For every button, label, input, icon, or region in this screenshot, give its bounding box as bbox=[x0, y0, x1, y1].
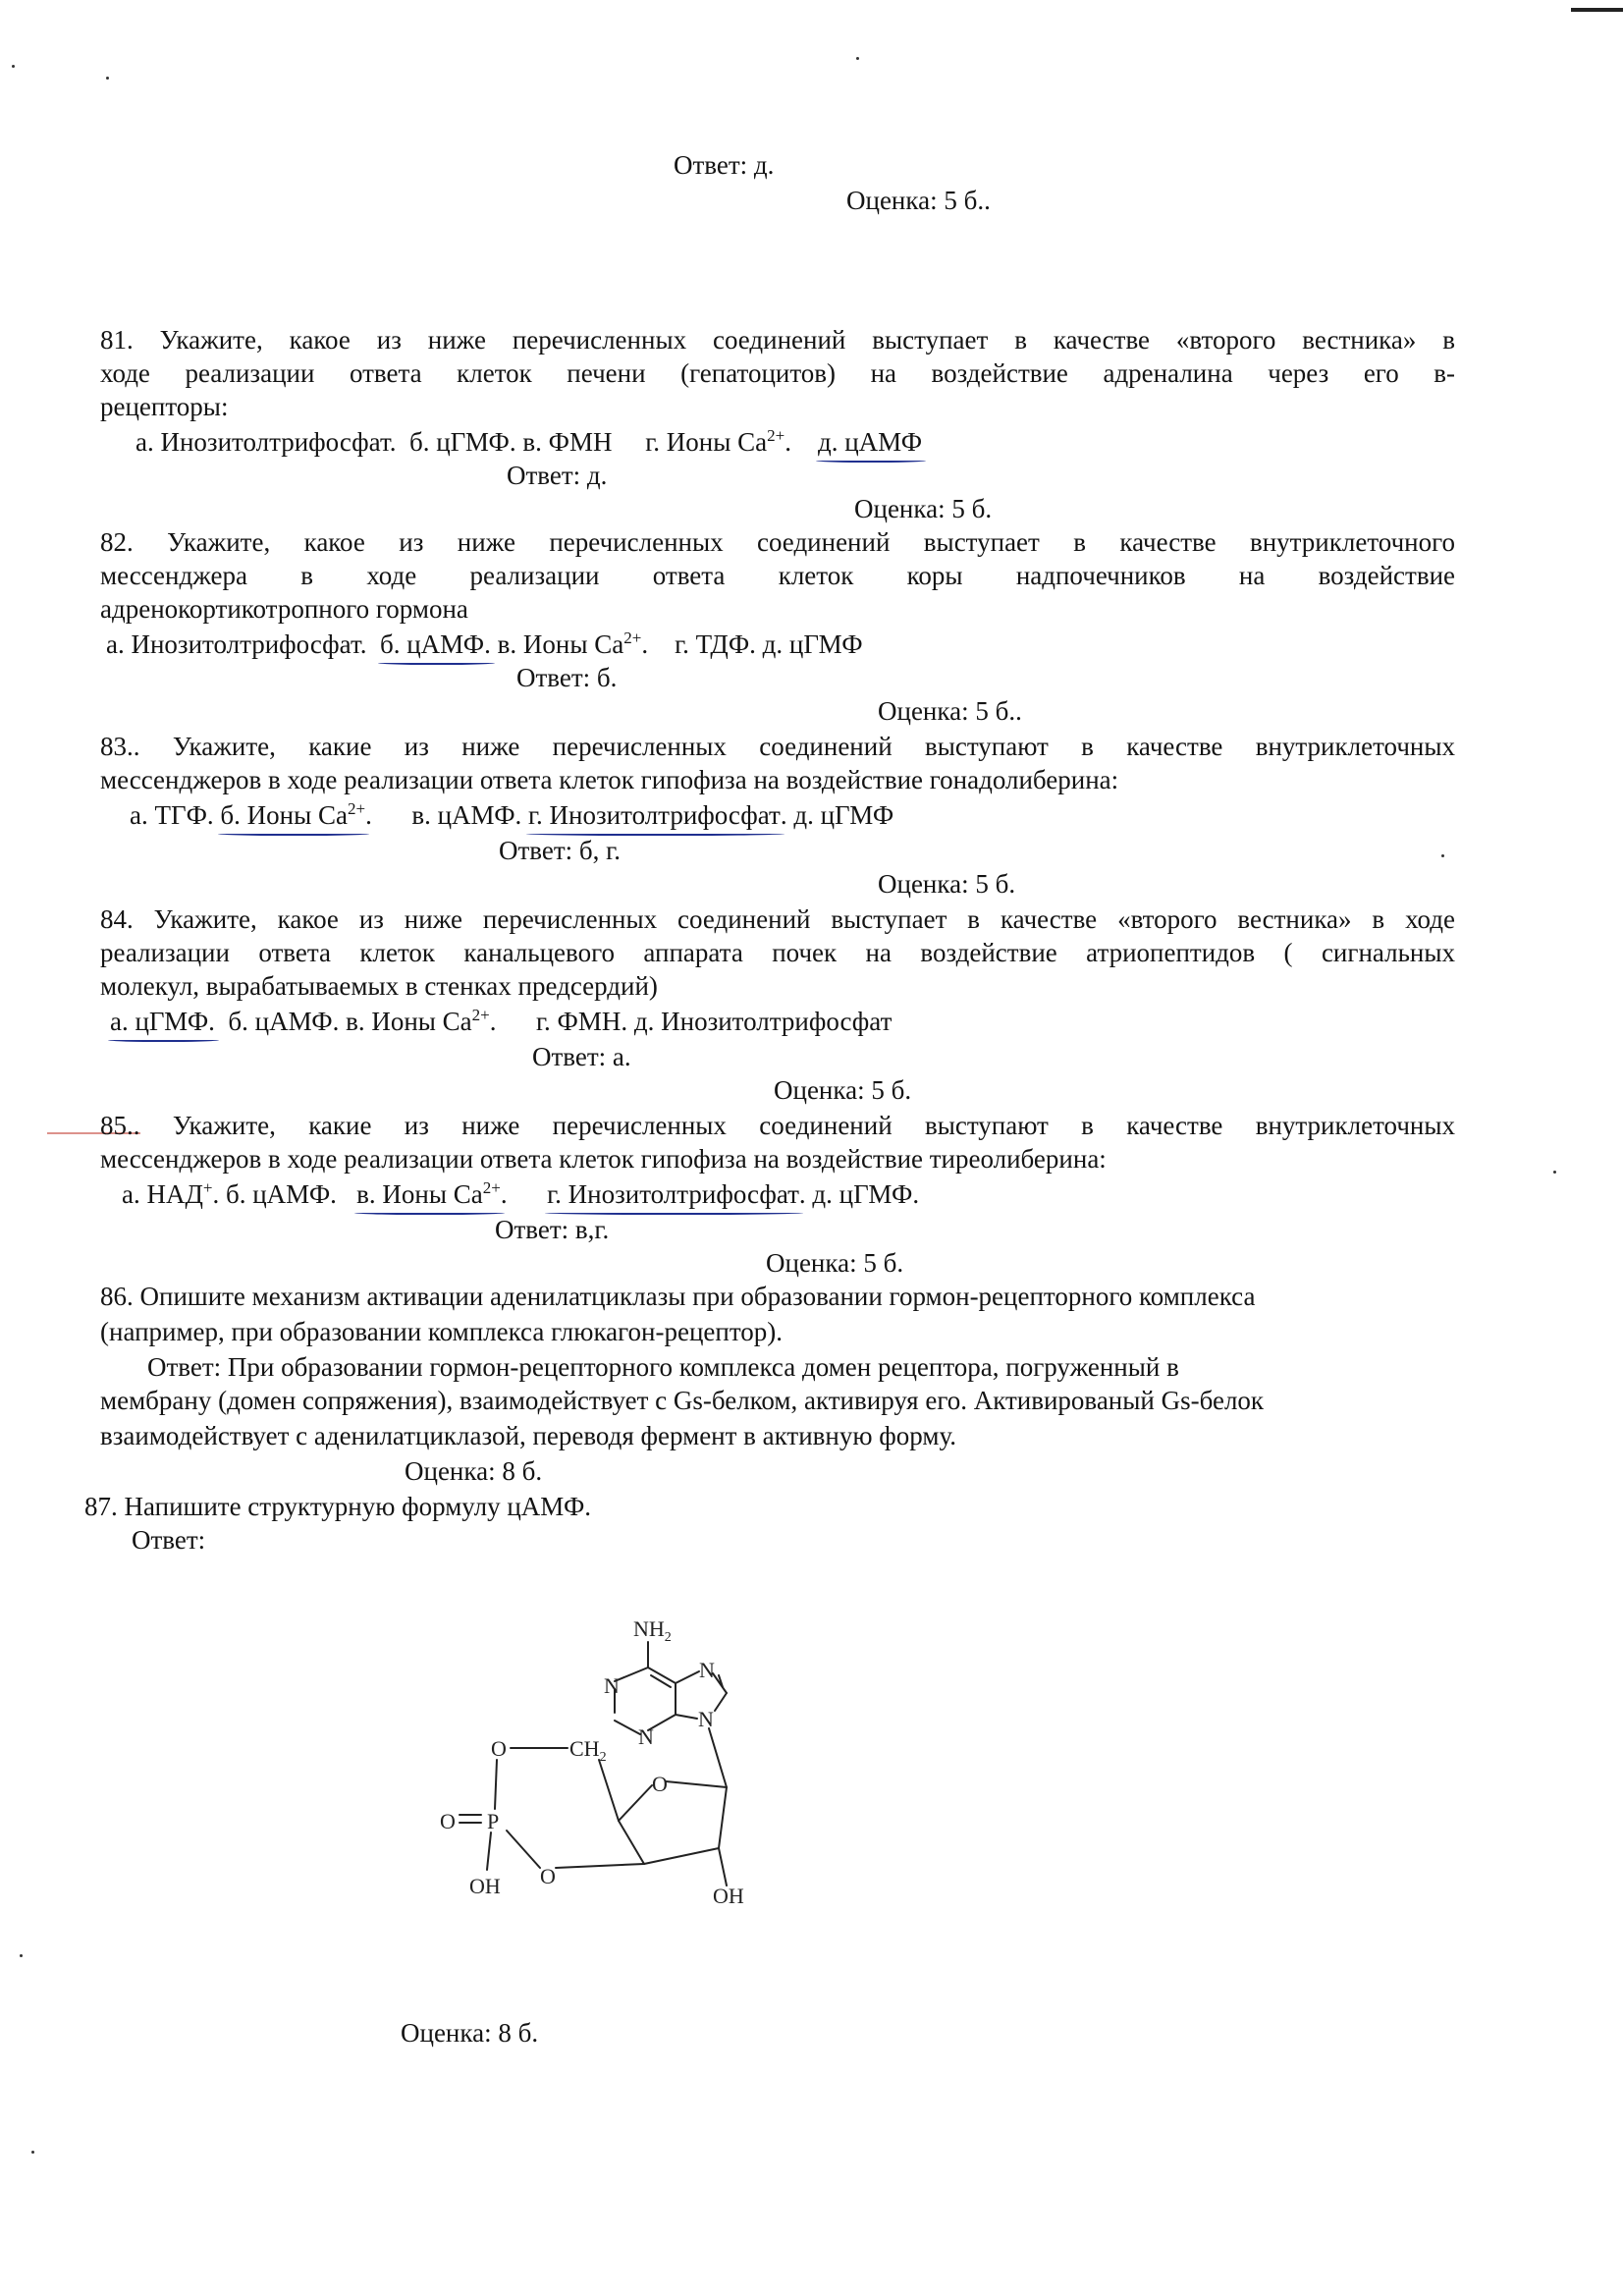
q85-answer: Ответ: в,г. bbox=[495, 1215, 610, 1244]
formula-p: P bbox=[487, 1809, 500, 1833]
scan-speck bbox=[106, 77, 109, 80]
q87-answer: Ответ: bbox=[132, 1525, 206, 1555]
formula-ring-o: O bbox=[652, 1772, 668, 1796]
q81-options bbox=[135, 426, 922, 458]
formula-ch2: $CH_2$ bbox=[569, 1736, 607, 1765]
q83-option-b-underlined: б. Ионы $Ca^{2+}$ bbox=[220, 799, 366, 830]
formula-n7: N bbox=[699, 1658, 715, 1682]
q83-text-line: 83.. Укажите, какие из ниже перечисленных соединений выступают в качестве внутриклеточных bbox=[100, 732, 1455, 761]
q84-option-a-underlined: а. цГМФ. bbox=[110, 1007, 215, 1036]
q83-option-d: . д. цГМФ bbox=[780, 800, 894, 830]
q86-answer-line: мембрану (домен сопряжения), взаимодействует с Gs-белком, активируя его. Активированый Gs-белок bbox=[100, 1386, 1265, 1415]
q82-text-line: мессенджера в ходе реализации ответа клеток коры надпочечников на воздействие bbox=[100, 561, 1455, 590]
q84-answer: Ответ: а. bbox=[532, 1042, 631, 1071]
q86-score: Оценка: 8 б. bbox=[405, 1456, 543, 1486]
formula-c2-oh: OH bbox=[713, 1884, 744, 1908]
q81-score: Оценка: 5 б. bbox=[854, 494, 993, 523]
q84-option-rest: г. ФМН. д. Инозитолтрифосфат bbox=[536, 1007, 893, 1036]
scan-speck bbox=[31, 2151, 34, 2154]
q83-answer: Ответ: б, г. bbox=[499, 836, 621, 865]
q86-text-line: 86. Опишите механизм активации аденилатциклазы при образовании гормон-рецепторного комплекса bbox=[100, 1282, 1256, 1311]
q83-option-a: а. ТГФ. bbox=[130, 800, 214, 830]
scan-speck bbox=[856, 57, 859, 60]
q85-option-a: а. НАД+. б. цАМФ. bbox=[122, 1178, 337, 1209]
q81-text-line: ходе реализации ответа клеток печени (гепатоцитов) на воздействие адреналина через его в- bbox=[100, 358, 1455, 388]
q81-text-line: 81. Укажите, какое из ниже перечисленных соединений выступает в качестве «второго вестника» в bbox=[100, 325, 1455, 355]
q82-answer: Ответ: б. bbox=[516, 663, 618, 692]
formula-n1: N bbox=[604, 1673, 620, 1698]
q84-options bbox=[110, 1006, 892, 1037]
scan-speck bbox=[20, 1954, 23, 1957]
q81-option-d-underlined: д. цАМФ bbox=[817, 427, 923, 457]
q82-text-line: 82. Укажите, какое из ниже перечисленных соединений выступает в качестве внутриклеточного bbox=[100, 527, 1455, 557]
q81-option-a: а. Инозитолтрифосфат. bbox=[135, 427, 397, 457]
q85-score: Оценка: 5 б. bbox=[766, 1248, 904, 1278]
q82-text-line: адренокортикотропного гормона bbox=[100, 594, 468, 624]
q83-option-g-underlined: г. Инозитолтрифосфат bbox=[528, 800, 781, 830]
formula-p-double-o: O bbox=[440, 1809, 456, 1833]
q85-text-line: мессенджеров в ходе реализации ответа клеток гипофиза на воздействие тиреолиберина: bbox=[100, 1144, 1107, 1174]
q83-score: Оценка: 5 б. bbox=[878, 869, 1016, 899]
q82-option-rest: г. ТДФ. д. цГМФ bbox=[675, 629, 863, 659]
q85-option-d: . д. цГМФ. bbox=[798, 1179, 920, 1209]
q87-text-line: 87. Напишите структурную формулу цАМФ. bbox=[84, 1492, 592, 1521]
q86-answer-line: взаимодействует с аденилатциклазой, переводя фермент в активную форму. bbox=[100, 1421, 957, 1450]
scan-speck bbox=[1553, 1171, 1556, 1174]
formula-o5: O bbox=[491, 1736, 507, 1761]
camp-structural-formula bbox=[432, 1591, 825, 2013]
q82-option-b-underlined: б. цАМФ. bbox=[379, 629, 491, 659]
q81-answer: Ответ: д. bbox=[507, 461, 608, 490]
scan-edge-mark bbox=[1571, 8, 1623, 12]
q83-text-line: мессенджеров в ходе реализации ответа клеток гипофиза на воздействие гонадолиберина: bbox=[100, 765, 1119, 794]
q85-options: а. НАД+. б. цАМФ. в. Ионы $Ca^{2+}$. г. Инозитолтрифосфат. д. цГМФ. bbox=[122, 1178, 920, 1209]
formula-nh2: $NH_2$ bbox=[633, 1616, 672, 1645]
q84-text-line: реализации ответа клеток канальцевого аппарата почек на воздействие атриопептидов ( сигнальных bbox=[100, 938, 1455, 967]
q83-options: а. ТГФ. б. Ионы $Ca^{2+}$. в. цАМФ. г. Инозитолтрифосфат. д. цГМФ bbox=[130, 799, 894, 830]
q81-option-v: в. ФМН bbox=[522, 427, 613, 457]
header-answer: Ответ: д. bbox=[674, 150, 775, 180]
q86-answer-line: Ответ: При образовании гормон-рецепторного комплекса домен рецептора, погруженный в bbox=[147, 1352, 1179, 1382]
formula-n3: N bbox=[638, 1724, 654, 1749]
q82-options bbox=[106, 629, 863, 660]
q87-score: Оценка: 8 б. bbox=[401, 2018, 539, 2048]
scan-speck bbox=[1441, 854, 1444, 857]
header-score: Оценка: 5 б.. bbox=[846, 186, 991, 215]
q85-option-g-underlined: г. Инозитолтрифосфат bbox=[547, 1179, 799, 1209]
q82-option-a: а. Инозитолтрифосфат. bbox=[106, 629, 367, 659]
q84-score: Оценка: 5 б. bbox=[774, 1075, 912, 1105]
q84-text-line: молекул, вырабатываемых в стенках предсердий) bbox=[100, 971, 658, 1001]
q85-text-line: 85.. Укажите, какие из ниже перечисленных соединений выступают в качестве внутриклеточных bbox=[100, 1111, 1455, 1140]
q84-option-b: б. цАМФ. в. Ионы $Ca^{2+}$. bbox=[228, 1006, 497, 1036]
q81-option-g: г. Ионы $Ca^{2+}$. bbox=[645, 426, 791, 457]
q84-text-line: 84. Укажите, какое из ниже перечисленных соединений выступает в качестве «второго вестника» в ходе bbox=[100, 904, 1455, 934]
q86-text-line: (например, при образовании комплекса глюкагон-рецептор). bbox=[100, 1317, 784, 1346]
q81-text-line: рецепторы: bbox=[100, 392, 229, 421]
q82-score: Оценка: 5 б.. bbox=[878, 696, 1022, 726]
formula-n9: N bbox=[698, 1707, 714, 1731]
q81-option-b: б. цГМФ. bbox=[408, 427, 516, 457]
q83-option-v: в. цАМФ. bbox=[411, 800, 522, 830]
q82-option-v: в. Ионы $Ca^{2+}$. bbox=[497, 629, 649, 659]
q85-option-v-underlined: в. Ионы $Ca^{2+}$ bbox=[356, 1178, 501, 1209]
formula-o3: O bbox=[540, 1864, 556, 1888]
scan-speck bbox=[12, 65, 15, 68]
formula-p-oh: OH bbox=[469, 1874, 501, 1898]
